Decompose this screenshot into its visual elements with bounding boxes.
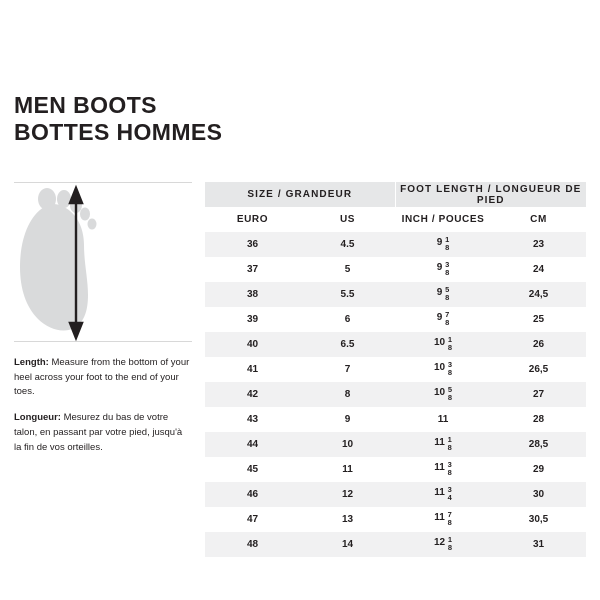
- note-french-label: Longueur:: [14, 412, 61, 424]
- table-row: [205, 457, 586, 482]
- size-table: [205, 182, 586, 557]
- cell-cm: 24: [491, 257, 586, 282]
- cell-euro: 48: [205, 532, 300, 557]
- note-english: [14, 356, 192, 400]
- group-header-foot-length: FOOT LENGTH / LONGUEUR DE PIED: [395, 182, 586, 207]
- cell-euro: 44: [205, 432, 300, 457]
- cell-inch: 10 5 8: [395, 382, 491, 407]
- cell-us: 5.5: [300, 282, 395, 307]
- cell-cm: 28,5: [491, 432, 586, 457]
- cell-cm: 25: [491, 307, 586, 332]
- cell-cm: 23: [491, 232, 586, 257]
- measurement-notes: [14, 356, 192, 455]
- cell-euro: 47: [205, 507, 300, 532]
- cell-cm: 30,5: [491, 507, 586, 532]
- cell-cm: 31: [491, 532, 586, 557]
- cell-us: 14: [300, 532, 395, 557]
- note-english-label: Length:: [14, 357, 49, 368]
- cell-us: 12: [300, 482, 395, 507]
- cell-cm: 30: [491, 482, 586, 507]
- cell-cm: 24,5: [491, 282, 586, 307]
- cell-euro: 38: [205, 282, 300, 307]
- cell-inch: 9 1 8: [395, 232, 491, 257]
- cell-us: 8: [300, 382, 395, 407]
- column-header-us: US: [300, 207, 395, 232]
- table-body: [205, 232, 586, 557]
- foot-with-length-arrow-icon: [14, 183, 192, 343]
- cell-cm: 29: [491, 457, 586, 482]
- cell-euro: 46: [205, 482, 300, 507]
- table-row: [205, 432, 586, 457]
- table-row: [205, 532, 586, 557]
- table-row: [205, 357, 586, 382]
- cell-us: 10: [300, 432, 395, 457]
- cell-inch: 11 1 8: [395, 432, 491, 457]
- cell-cm: 28: [491, 407, 586, 432]
- cell-euro: 36: [205, 232, 300, 257]
- cell-us: 7: [300, 357, 395, 382]
- cell-us: 4.5: [300, 232, 395, 257]
- cell-euro: 43: [205, 407, 300, 432]
- page-title: [14, 92, 222, 145]
- cell-euro: 40: [205, 332, 300, 357]
- table-row: [205, 507, 586, 532]
- cell-euro: 45: [205, 457, 300, 482]
- cell-inch: 11 3 8: [395, 457, 491, 482]
- cell-euro: 42: [205, 382, 300, 407]
- group-header-size: SIZE / GRANDEUR: [205, 182, 395, 207]
- cell-us: 11: [300, 457, 395, 482]
- cell-euro: 41: [205, 357, 300, 382]
- cell-us: 6.5: [300, 332, 395, 357]
- cell-inch: 11: [395, 407, 491, 432]
- table-row: [205, 382, 586, 407]
- cell-inch: 10 3 8: [395, 357, 491, 382]
- cell-inch: 10 1 8: [395, 332, 491, 357]
- note-french-text: Mesurez du bas de votre talon, en passant par votre pied, jusqu'à la fin de vos orteilles.: [14, 412, 183, 453]
- table-group-header-row: [205, 182, 586, 207]
- note-french: [14, 411, 192, 455]
- cell-us: 13: [300, 507, 395, 532]
- foot-illustration: [14, 182, 192, 342]
- table-row: [205, 232, 586, 257]
- table-column-header-row: [205, 207, 586, 232]
- cell-cm: 26: [491, 332, 586, 357]
- table-row: [205, 282, 586, 307]
- cell-inch: 9 5 8: [395, 282, 491, 307]
- title-line-french: BOTTES HOMMES: [14, 118, 223, 145]
- size-table-wrapper: [205, 182, 586, 557]
- table-row: [205, 332, 586, 357]
- table-row: [205, 307, 586, 332]
- title-line-english: MEN BOOTS: [14, 92, 157, 118]
- column-header-cm: CM: [491, 207, 586, 232]
- measurement-guide: [14, 182, 192, 466]
- cell-euro: 39: [205, 307, 300, 332]
- cell-us: 9: [300, 407, 395, 432]
- cell-cm: 26,5: [491, 357, 586, 382]
- table-row: [205, 257, 586, 282]
- cell-us: 6: [300, 307, 395, 332]
- column-header-euro: EURO: [205, 207, 300, 232]
- cell-inch: 11 3 4: [395, 482, 491, 507]
- cell-inch: 9 7 8: [395, 307, 491, 332]
- cell-us: 5: [300, 257, 395, 282]
- note-english-text: Measure from the bottom of your heel across your foot to the end of your toes.: [14, 357, 190, 398]
- table-row: [205, 482, 586, 507]
- table-row: [205, 407, 586, 432]
- cell-cm: 27: [491, 382, 586, 407]
- cell-inch: 11 7 8: [395, 507, 491, 532]
- column-header-inch: INCH / POUCES: [395, 207, 491, 232]
- cell-euro: 37: [205, 257, 300, 282]
- cell-inch: 9 3 8: [395, 257, 491, 282]
- cell-inch: 12 1 8: [395, 532, 491, 557]
